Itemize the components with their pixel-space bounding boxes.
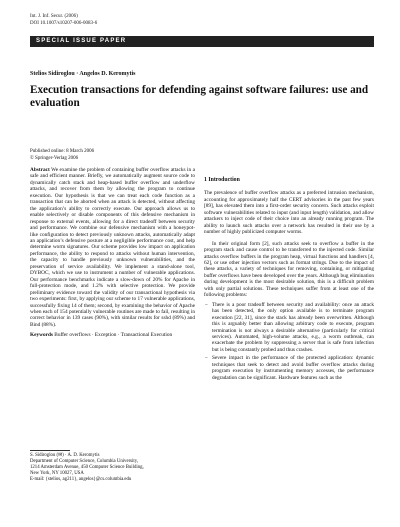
list-item: – There is a poor tradeoff between security and availability: once an attack has been detected, the only option available is to terminate program execution [22, 31], since the stack has already been overwritten. Although this is arguably better than allowing arbitrary code to execute, program termination is not always a desirable alternative (particularly for critical services). Automated, high-volume attacks, e.g., a worm outbreak, can exacerbate the problem by suppressing a server that is safe from infection but is being constantly probed and thus crashes. xyxy=(212,302,374,354)
keywords-label: Keywords xyxy=(30,332,53,339)
abstract-label: Abstract xyxy=(30,167,50,173)
footnote-department: Department of Computer Science, Columbia University, xyxy=(30,459,138,465)
publication-info xyxy=(30,148,94,162)
footnote-authors: S. Sidiroglou (✉) · A. D. Keromytis xyxy=(30,453,100,458)
journal-citation: Int. J. Inf. Secur. (2006) xyxy=(30,14,78,19)
list-item: – Severe impact in the performance of the protected application: dynamic techniques that seek to detect and avoid buffer overflow attacks during program execution by instrumenting memory accesses, the performance degradation can be significant. Hardware features such as the xyxy=(212,355,374,381)
intro-paragraph-2: In their original form [2], such attacks seek to overflow a buffer in the program stack and cause control to be transferred to the injected code. Similar attacks overflow buffers in the program heap, virtual functions and handlers [4, 62], or use other injection vectors such as format strings. Due to the impact of these attacks, a variety of techniques for removing, containing, or mitigating buffer overflows have been developed over the years. Although bug elimination during development is the most desirable solution, this is a difficult problem with only partial solutions. These techniques suffer from at least one of the following problems: xyxy=(204,240,374,299)
abstract xyxy=(30,167,195,328)
special-issue-banner: SPECIAL ISSUE PAPER xyxy=(30,36,374,47)
journal-info xyxy=(30,14,97,27)
problem-list xyxy=(204,302,374,381)
copyright: © Springer-Verlag 2006 xyxy=(30,156,79,161)
journal-doi: DOI 10.1007/s10207-006-0083-6 xyxy=(30,20,98,26)
section-heading-introduction: 1 Introduction xyxy=(204,177,240,183)
footnote-divider xyxy=(30,450,70,451)
author-line: Stelios Sidiroglou · Angelos D. Keromytis xyxy=(30,71,136,77)
footnote-address-1: 1214 Amsterdam Avenue, 450 Computer Science Building, xyxy=(30,465,144,471)
published-date: Published online: 8 March 2006 xyxy=(30,149,95,154)
abstract-text: We examine the problem of containing buffer overflow attacks in a safe and efficient manner. Briefly, we automatically augment source code to dynamically catch stack and heap-based buffer overflow and underflow attacks, and recover from them by allowing the program to continue execution. Our hypothesis is that we can treat each code function as a transaction that can be aborted when an attack is detected, without affecting the application’s ability to correctly execute. Our approach allows us to enable selectively or disable components of this defensive mechanism in response to external events, allowing for a direct tradeoff between security and performance. We combine our defensive mechanism with a honeypot-like configuration to detect previously unknown attacks, automatically adapt an application’s defensive posture at a negligible performance cost, and help determine worm signatures. Our scheme provides low impact on application performance, the ability to respond to attacks without human intervention, the capacity to handle previously unknown vulnerabilities, and the preservation of service availability. We implement a stand-alone tool, DYBOC, which we use to instrument a number of vulnerable applications. Our performance benchmarks indicate a slow-down of 20% for Apache in full-protection mode, and 1.2% with selective protection. We provide preliminary evidence toward the validity of our transactional hypothesis via two experiments: first, by applying our scheme to 17 vulnerable applications, successfully fixing 14 of them; second, by examining the behavior of Apache when each of 154 potentially vulnerable routines are made to fail, resulting in correct behavior in 139 cases (90%), with similar results for sshd (89%) and Bind (88%). xyxy=(30,167,195,328)
paper-title: Execution transactions for defending against software failures: use and evaluation xyxy=(30,84,369,109)
left-column xyxy=(30,167,195,339)
footnote-email: E-mail: {stelios, ag211}, angelos}@cs.columbia.edu xyxy=(30,477,132,483)
footnote-address-2: New York, NY 10027, USA xyxy=(30,471,84,477)
right-column xyxy=(204,167,374,383)
intro-paragraph-1: The prevalence of buffer overflow attacks as a preferred intrusion mechanism, accounting for approximately half the CERT advisories in the past few years [89], has elevated them into a first-order security concern. Such attacks exploit software vulnerabilities related to input (and input length) validation, and allow attackers to inject code of their choice into an already running program. The ability to launch such attacks over a network has resulted in their use by a number of highly publicized computer worms. xyxy=(204,190,374,236)
author-footnote xyxy=(30,453,195,483)
keywords-text: Buffer overflows · Exception · Transactional Execution xyxy=(54,332,173,339)
keywords xyxy=(30,332,195,338)
